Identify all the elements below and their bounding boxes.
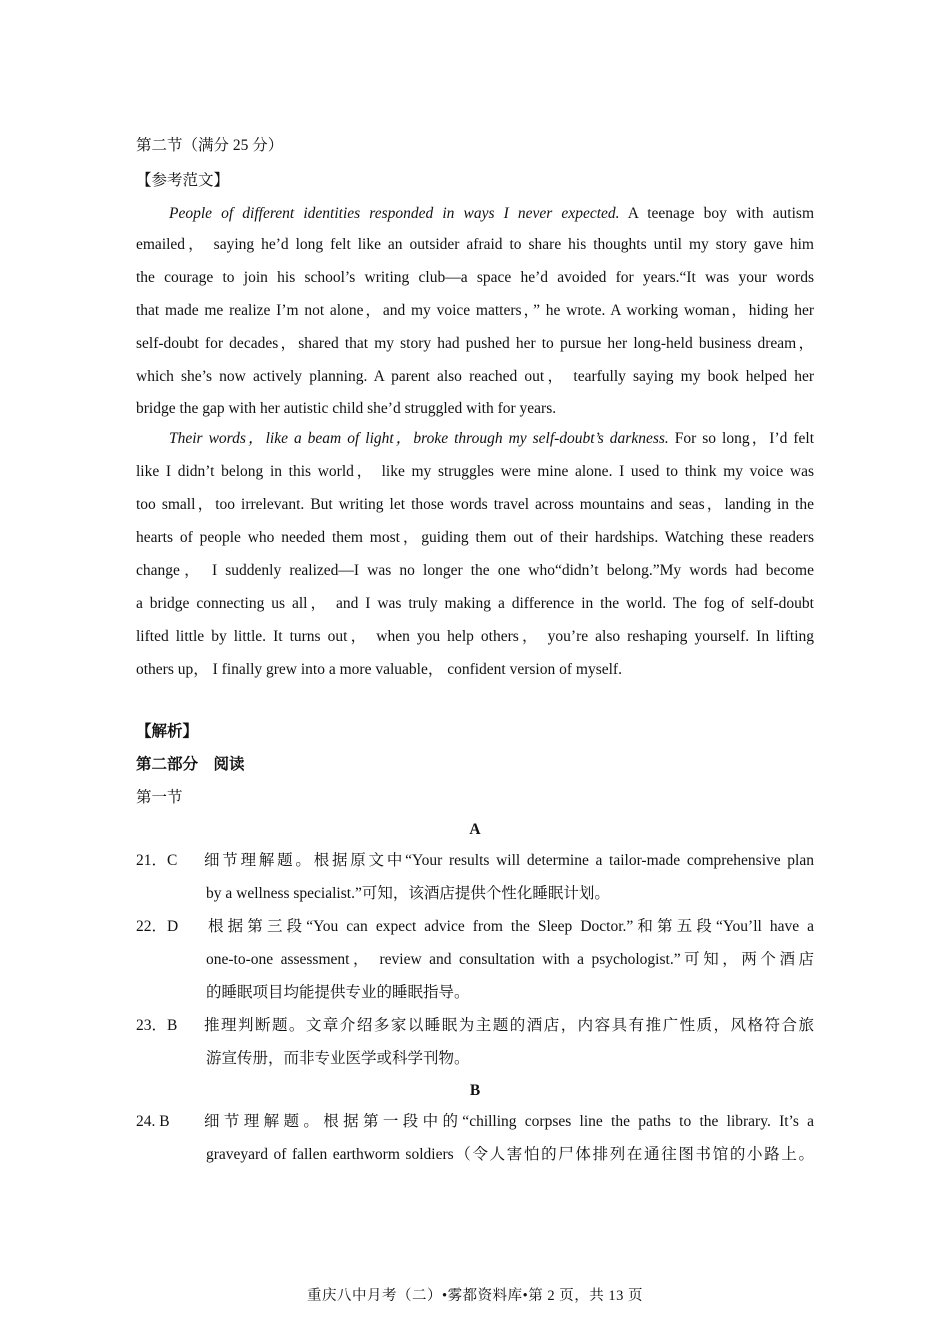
essay-p1-line-7: bridge the gap with her autistic child she’d struggled with for years. (136, 400, 557, 417)
part-title: 第二部分 阅读 (136, 756, 245, 773)
essay-p1-line-2: emailed， saying he’d long felt like an outsider afraid to share his thoughts until my story gave him (136, 236, 814, 253)
q22-line-3: 的睡眠项目均能提供专业的睡眠指导。 (206, 984, 470, 1001)
passage-b-heading: B (469, 1082, 481, 1099)
q23-line-1: 推理判断题。文章介绍多家以睡眠为主题的酒店，内容具有推广性质，风格符合旅 (204, 1017, 814, 1034)
q23-number: 23．B (136, 1017, 178, 1034)
essay-p2-line-1-rest: For so long，I’d felt (668, 430, 814, 447)
essay-p2-line-3: too small，too irrelevant. But writing let those words travel across mountains and seas，landing in the (136, 496, 814, 513)
section-one-title: 第一节 (136, 789, 183, 806)
essay-p2-line-5: change， I suddenly realized—I was no longer the one who“didn’t belong.”My words had become (136, 562, 814, 579)
essay-p2-line-2: like I didn’t belong in this world， like my struggles were mine alone. I used to think my voice was (136, 463, 814, 480)
page-footer: 重庆八中月考（二）•雾都资料库•第 2 页，共 13 页 (307, 1288, 643, 1304)
q21-line-2: by a wellness specialist.”可知，该酒店提供个性化睡眠计划。 (206, 885, 610, 902)
essay-p2-italic-lead: Their words，like a beam of light，broke through my self-doubt’s darkness. (169, 430, 669, 447)
reference-label: 【参考范文】 (136, 172, 230, 189)
q23-line-2: 游宣传册，而非专业医学或科学刊物。 (206, 1050, 470, 1067)
essay-p1-line-1-rest: A teenage boy with autism (619, 205, 815, 222)
essay-p2-line-7: lifted little by little. It turns out， when you help others， you’re also reshaping yourself. In lifting (136, 628, 814, 645)
q21-number: 21．C (136, 852, 178, 869)
essay-p1-italic-lead: People of different identities responded in ways I never expected. (169, 205, 620, 222)
essay-p1-line-1 (169, 204, 814, 224)
essay-p2-line-6: a bridge connecting us all， and I was truly making a difference in the world. The fog of self-doubt (136, 595, 814, 612)
essay-p2-line-8: others up， I finally grew into a more valuable， confident version of myself. (136, 661, 622, 678)
q24-line-2: graveyard of fallen earthworm soldiers（令人害怕的尸体排列在通往图书馆的小路上。 (206, 1146, 814, 1163)
essay-p1-line-6: which she’s now actively planning. A parent also reached out， tearfully saying my book helped her (136, 368, 814, 385)
essay-p2-line-4: hearts of people who needed them most，guiding them out of their hardships. Watching these readers (136, 529, 814, 546)
essay-p1-line-5: self-doubt for decades，shared that my story had pushed her to pursue her long-held business dream， (136, 335, 814, 352)
q21-line-1: 细节理解题。根据原文中“Your results will determine a tailor-made comprehensive plan (204, 852, 814, 869)
essay-p1-line-4: that made me realize I’m not alone，and my voice matters，” he wrote. A working woman，hiding her (136, 302, 814, 319)
passage-a-heading: A (469, 821, 481, 838)
q22-line-1: 根据第三段“You can expect advice from the Sleep Doctor.”和第五段“You’ll have a (208, 918, 814, 935)
essay-p2-line-1 (169, 429, 814, 449)
q24-number: 24. B (136, 1113, 170, 1130)
q22-line-2: one-to-one assessment， review and consultation with a psychologist.”可知，两个酒店 (206, 951, 814, 968)
essay-p1-line-3: the courage to join his school’s writing club—a space he’d avoided for years.“It was your words (136, 269, 814, 286)
q22-number: 22．D (136, 918, 179, 935)
section-title: 第二节（满分 25 分） (136, 137, 284, 154)
analysis-label: 【解析】 (136, 723, 199, 740)
q24-line-1: 细节理解题。根据第一段中的“chilling corpses line the paths to the library. It’s a (204, 1113, 814, 1130)
